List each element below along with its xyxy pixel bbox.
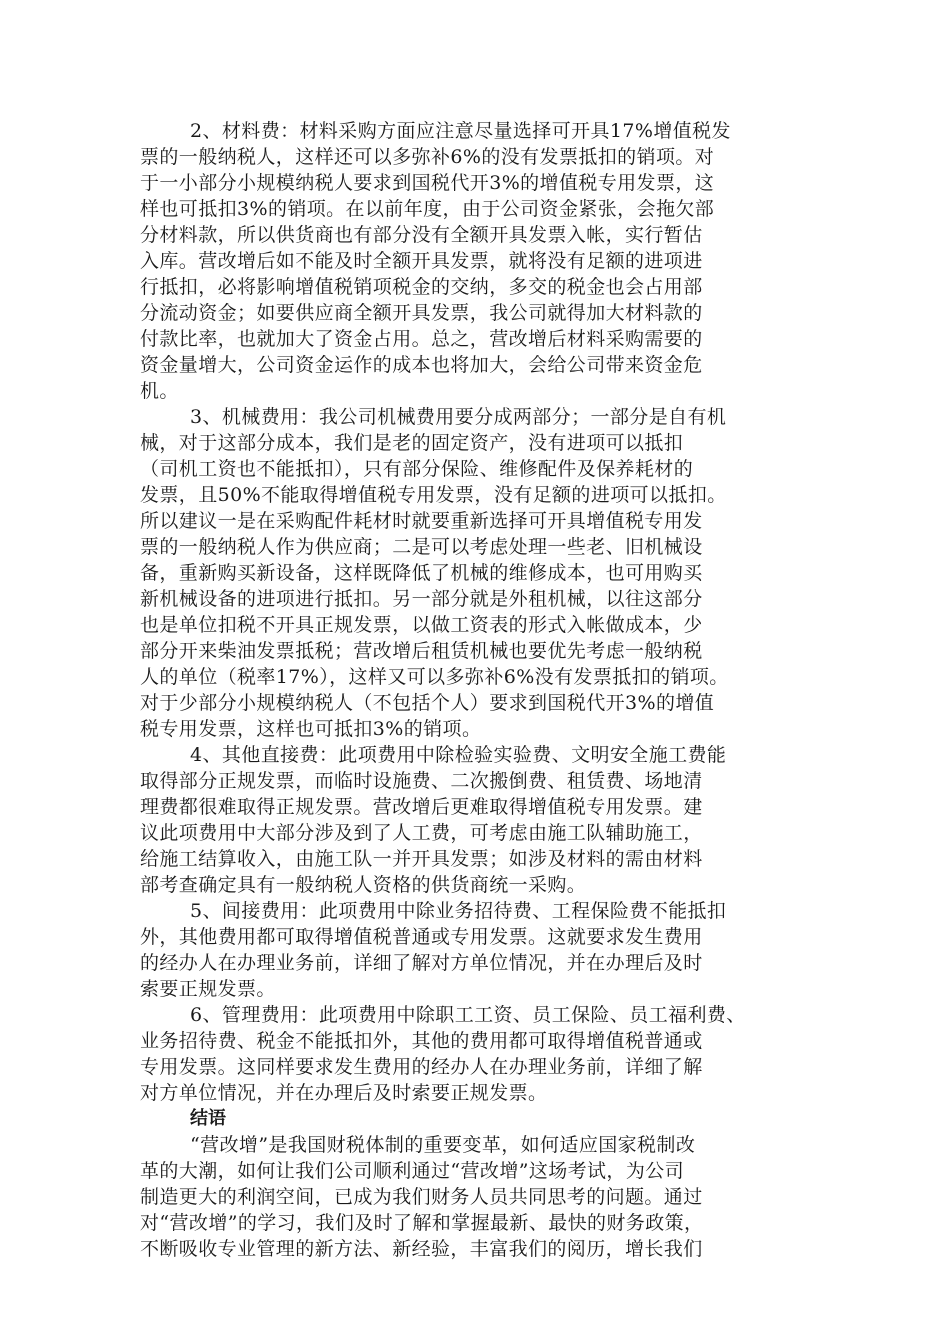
- paragraph-line: 业务招待费、税金不能抵扣外，其他的费用都可取得增值税普通或: [140, 1030, 703, 1052]
- paragraph-line: 部考查确定具有一般纳税人资格的供货商统一采购。: [140, 874, 587, 896]
- paragraph-line: 取得部分正规发票，而临时设施费、二次搬倒费、租赁费、场地清: [140, 770, 703, 792]
- paragraph-line: 票的一般纳税人作为供应商；二是可以考虑处理一些老、旧机械设: [140, 536, 703, 558]
- paragraph-first-line: 3、机械费用：我公司机械费用要分成两部分；一部分是自有机: [190, 406, 727, 428]
- paragraph-line: 的经办人在办理业务前，详细了解对方单位情况，并在办理后及时: [140, 952, 703, 974]
- paragraph-line: 也是单位扣税不开具正规发票，以做工资表的形式入帐做成本，少: [140, 614, 703, 636]
- paragraph-line: 发票，且50%不能取得增值税专用发票，没有足额的进项可以抵扣。: [140, 484, 727, 506]
- paragraph-line: 不断吸收专业管理的新方法、新经验，丰富我们的阅历，增长我们: [140, 1238, 703, 1260]
- paragraph-line: 入库。营改增后如不能及时全额开具发票，就将没有足额的进项进: [140, 250, 703, 272]
- paragraph-line: 理费都很难取得正规发票。营改增后更难取得增值税专用发票。建: [140, 796, 703, 818]
- paragraph-line: 资金量增大，公司资金运作的成本也将加大，会给公司带来资金危: [140, 354, 703, 376]
- paragraph-line: 分流动资金；如要供应商全额开具发票，我公司就得加大材料款的: [140, 302, 703, 324]
- section-heading: 结语: [190, 1108, 226, 1129]
- paragraph-line: 新机械设备的进项进行抵扣。另一部分就是外租机械，以往这部分: [140, 588, 703, 610]
- paragraph-line: 对于少部分小规模纳税人（不包括个人）要求到国税代开3%的增值: [140, 692, 715, 714]
- paragraph-first-line: 6、管理费用：此项费用中除职工工资、员工保险、员工福利费、: [190, 1004, 746, 1026]
- paragraph-line: 对方单位情况，并在办理后及时索要正规发票。: [140, 1082, 548, 1104]
- paragraph-first-line: 4、其他直接费：此项费用中除检验实验费、文明安全施工费能: [190, 744, 727, 766]
- paragraph-line: 对“营改增”的学习，我们及时了解和掌握最新、最快的财务政策，: [140, 1212, 704, 1234]
- paragraph-line: 外，其他费用都可取得增值税普通或专用发票。这就要求发生费用: [140, 926, 703, 948]
- paragraph-line: 革的大潮，如何让我们公司顺利通过“营改增”这场考试，为公司: [140, 1160, 685, 1182]
- paragraph-first-line: 2、材料费：材料采购方面应注意尽量选择可开具17%增值税发: [190, 120, 731, 142]
- paragraph-line: 索要正规发票。: [140, 978, 276, 1000]
- paragraph-line: 税专用发票，这样也可抵扣3%的销项。: [140, 718, 482, 740]
- paragraph-line: 样也可抵扣3%的销项。在以前年度，由于公司资金紧张，会拖欠部: [140, 198, 715, 220]
- paragraph-line: 于一小部分小规模纳税人要求到国税代开3%的增值税专用发票，这: [140, 172, 715, 194]
- paragraph-line: 分材料款，所以供货商也有部分没有全额开具发票入帐，实行暂估: [140, 224, 703, 246]
- paragraph-first-line: “营改增”是我国财税体制的重要变革，如何适应国家税制改: [190, 1134, 696, 1156]
- paragraph-line: 给施工结算收入，由施工队一并开具发票；如涉及材料的需由材料: [140, 848, 703, 870]
- paragraph-line: 机。: [140, 380, 179, 402]
- paragraph-line: 专用发票。这同样要求发生费用的经办人在办理业务前，详细了解: [140, 1056, 703, 1078]
- paragraph-line: （司机工资也不能抵扣），只有部分保险、维修配件及保养耗材的: [140, 458, 694, 480]
- paragraph-line: 行抵扣，必将影响增值税销项税金的交纳，多交的税金也会占用部: [140, 276, 703, 298]
- paragraph-line: 械，对于这部分成本，我们是老的固定资产，没有进项可以抵扣: [140, 432, 684, 454]
- paragraph-line: 付款比率，也就加大了资金占用。总之，营改增后材料采购需要的: [140, 328, 703, 350]
- paragraph-line: 人的单位（税率17%），这样又可以多弥补6%没有发票抵扣的销项。: [140, 666, 729, 688]
- paragraph-first-line: 5、间接费用：此项费用中除业务招待费、工程保险费不能抵扣: [190, 900, 727, 922]
- paragraph-line: 部分开来柴油发票抵税；营改增后租赁机械也要优先考虑一般纳税: [140, 640, 703, 662]
- paragraph-line: 议此项费用中大部分涉及到了人工费，可考虑由施工队辅助施工，: [140, 822, 703, 844]
- paragraph-line: 所以建议一是在采购配件耗材时就要重新选择可开具增值税专用发: [140, 510, 703, 532]
- paragraph-line: 备，重新购买新设备，这样既降低了机械的维修成本，也可用购买: [140, 562, 703, 584]
- paragraph-line: 票的一般纳税人，这样还可以多弥补6%的没有发票抵扣的销项。对: [140, 146, 715, 168]
- paragraph-line: 制造更大的利润空间，已成为我们财务人员共同思考的问题。通过: [140, 1186, 703, 1208]
- document-page: [140, 118, 804, 1262]
